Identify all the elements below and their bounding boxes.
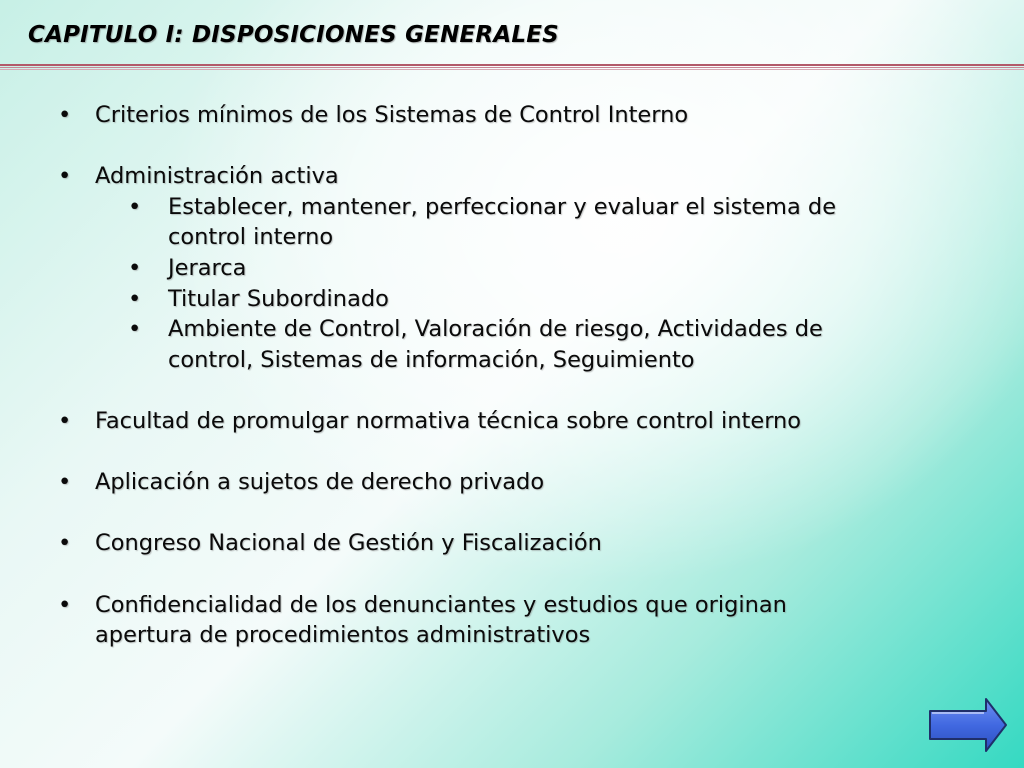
bullet-icon: • (58, 102, 72, 128)
sub-list-item-text: Establecer, mantener, perfeccionar y evaluar el sistema de (168, 193, 837, 220)
list-item (58, 161, 958, 192)
list-item (58, 528, 958, 559)
sub-list-item-text: control interno (168, 224, 334, 251)
sub-list-item-text: Jerarca (168, 254, 247, 281)
list-item (58, 406, 958, 437)
next-slide-button[interactable] (928, 697, 1008, 753)
sub-list-item-text: control, Sistemas de información, Seguimiento (168, 346, 695, 373)
list-item-text: Aplicación a sujetos de derecho privado (95, 469, 545, 496)
list-item (58, 590, 958, 651)
arrow-right-icon (928, 697, 1008, 753)
sub-list-item-text: Titular Subordinado (168, 285, 389, 312)
sub-list-item (58, 192, 958, 253)
bullet-icon: • (58, 530, 72, 557)
bullet-icon: • (58, 469, 72, 496)
bullet-icon: • (128, 254, 142, 281)
list-item-text: apertura de procedimientos administrativos (95, 622, 591, 649)
list-item-text: Confidencialidad de los denunciantes y estudios que originan (95, 591, 787, 618)
title-divider (0, 64, 1024, 70)
bullet-icon: • (58, 407, 72, 434)
bullet-icon: • (58, 591, 72, 618)
bullet-icon: • (58, 163, 72, 190)
bullet-icon: • (128, 193, 142, 220)
sub-list-item-text: Ambiente de Control, Valoración de riesgo, Actividades de (168, 316, 823, 343)
bullet-icon: • (128, 285, 142, 312)
list-item (58, 467, 958, 498)
list-item (58, 100, 958, 131)
bullet-icon: • (128, 316, 142, 343)
slide-title: CAPITULO I: DISPOSICIONES GENERALES (28, 22, 559, 48)
bullet-list (58, 100, 958, 651)
list-item-text: Administración activa (95, 163, 339, 190)
sub-list-item (58, 253, 958, 284)
sub-list-item (58, 314, 958, 375)
list-item-text: Congreso Nacional de Gestión y Fiscalización (95, 530, 602, 557)
list-item-text: Criterios mínimos de los Sistemas de Control Interno (95, 102, 689, 128)
sub-list-item (58, 284, 958, 315)
list-item-text: Facultad de promulgar normativa técnica sobre control interno (95, 407, 802, 434)
